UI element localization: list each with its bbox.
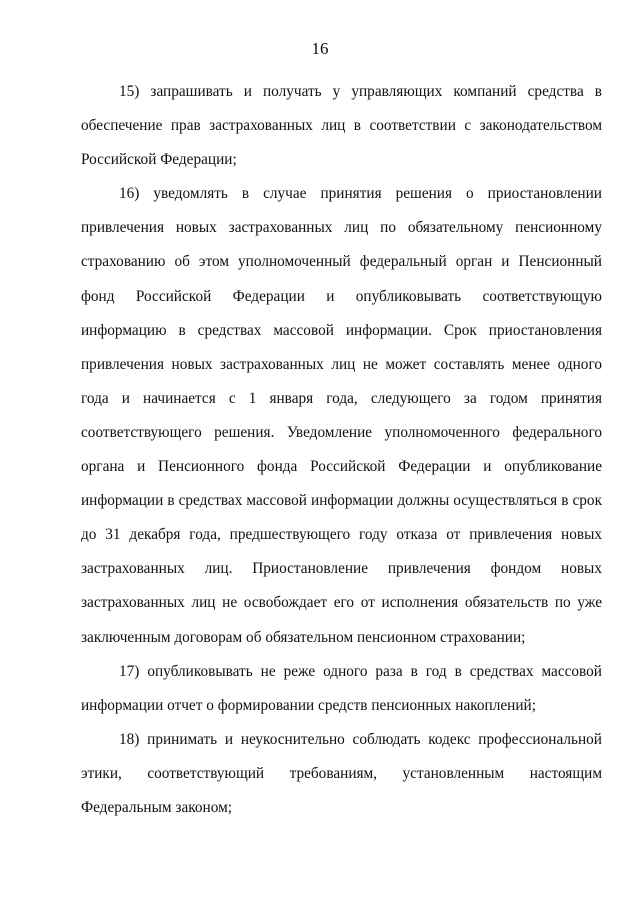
page-number: 16 [311, 39, 329, 58]
paragraph-item-18: 18) принимать и неукоснительно соблюдать кодекс профессиональной этики, соответствующий требованиям, установленным настоящим Федеральным законом; [81, 730, 602, 816]
paragraph-item-16: 16) уведомлять в случае принятия решения о приостановлении привлечения новых застрахованных лиц по обязательному пенсионному страхованию об этом уполномоченный федеральный орган и Пенсионный фонд Российской Федерации и опубликовывать соответствующую информацию в средствах массовой информации. Срок приостановления привлечения новых застрахованных лиц не может составлять менее одного года и начинается с 1 января года, следующего за годом принятия соответствующего решения. Уведомление уполномоченного федерального органа и Пенсионного фонда Российской Федерации и опубликование информации в средствах массовой информации должны осуществляться в срок до 31 декабря года, предшествующего году отказа от привлечения новых застрахованных лиц. Приостановление привлечения фондом новых застрахованных лиц не освобождает его от исполнения обязательств по уже заключенным договорам об обязательном пенсионном страховании; [81, 185, 602, 646]
document-body [81, 75, 602, 825]
paragraph-item-15: 15) запрашивать и получать у управляющих компаний средства в обеспечение прав застрахованных лиц в соответствии с законодательством Российской Федерации; [81, 83, 602, 169]
paragraph-item-17: 17) опубликовывать не реже одного раза в год в средствах массовой информации отчет о формировании средств пенсионных накоплений; [81, 662, 602, 714]
